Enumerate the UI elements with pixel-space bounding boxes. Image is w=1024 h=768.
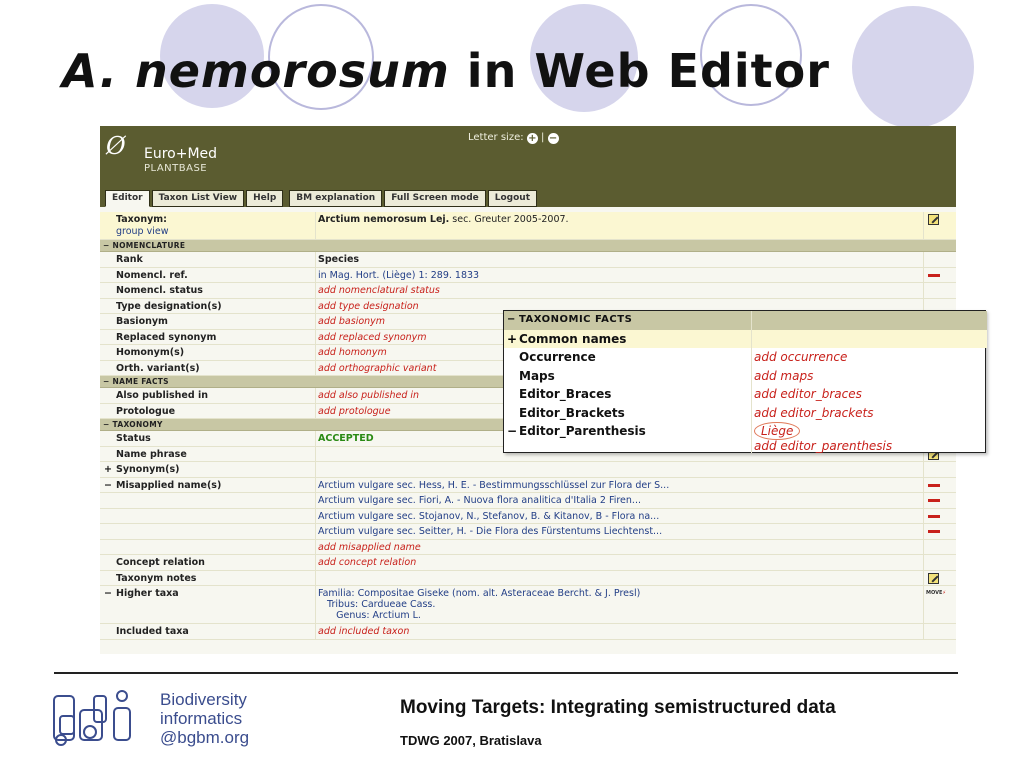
add-link[interactable]: add nomenclatural status [315, 283, 920, 298]
add-link[interactable]: add type designation [315, 299, 920, 314]
nomenclature-row [100, 252, 956, 268]
popup-add-link[interactable]: add occurrence [754, 350, 848, 364]
popup-field-label: Occurrence [519, 350, 596, 364]
action-cell [923, 540, 956, 555]
tab-bm-explanation[interactable]: BM explanation [289, 190, 382, 207]
field-label: Replaced synonym [116, 331, 217, 343]
popup-section-header[interactable] [504, 311, 987, 330]
taxonym-label: Taxonym: [116, 214, 167, 225]
action-cell [923, 524, 956, 539]
popup-row [504, 348, 987, 367]
liege-value-highlight[interactable]: Liège [754, 422, 800, 440]
footer-title: Moving Targets: Integrating semistructured data [400, 697, 836, 718]
popup-row [504, 439, 987, 453]
bdi-line: @bgbm.org [160, 728, 250, 747]
expand-toggle-icon[interactable]: + [507, 331, 518, 346]
field-label: Status [116, 433, 151, 444]
nomenclature-row [100, 283, 956, 299]
misapplied-row [100, 524, 956, 540]
rank-value: Species [318, 254, 360, 265]
action-cell [923, 586, 956, 623]
footer-subtitle: TDWG 2007, Bratislava [400, 733, 542, 748]
popup-row [504, 367, 987, 386]
taxonym-sec: sec. Greuter 2005-2007. [449, 214, 569, 225]
action-cell [923, 252, 956, 267]
letter-size-control [468, 132, 559, 144]
tab-logout[interactable]: Logout [488, 190, 537, 207]
plantbase-leaf-icon: Ø [106, 132, 126, 160]
letter-size-separator: | [540, 132, 545, 143]
action-cell [923, 571, 956, 586]
popup-add-link[interactable]: add editor_braces [754, 387, 862, 401]
field-label: Protologue [116, 405, 176, 417]
popup-row [504, 385, 987, 404]
add-link[interactable]: add orthographic variant [315, 361, 920, 376]
letter-size-decrease-icon[interactable]: − [548, 133, 558, 144]
action-cell [923, 509, 956, 524]
popup-common-names-row[interactable] [504, 330, 987, 349]
included-taxa-row [100, 624, 956, 640]
field-value [315, 252, 920, 267]
remove-icon[interactable] [928, 515, 940, 518]
popup-field-label: Editor_Parenthesis [519, 424, 646, 438]
field-label: Nomencl. status [116, 285, 203, 296]
edit-icon[interactable] [928, 573, 939, 584]
taxonomic-facts-popup [503, 310, 986, 453]
action-cell [923, 478, 956, 493]
slide-title-rest: in Web Editor [449, 44, 830, 98]
misapplied-link[interactable]: Arctium vulgare sec. Hess, H. E. - Bestimmungsschlüssel zur Flora der S... [315, 478, 920, 493]
field-label: Rank [116, 254, 143, 265]
nomenclature-row [100, 268, 956, 284]
tab-editor[interactable]: Editor [105, 190, 150, 207]
popup-add-link[interactable]: add editor_brackets [754, 405, 874, 420]
field-label: Included taxa [116, 626, 189, 637]
field-label: Homonym(s) [116, 347, 185, 358]
field-label: Name phrase [116, 448, 187, 460]
tab-help[interactable]: Help [246, 190, 283, 207]
move-label: MOVE [926, 590, 943, 596]
section-title: NOMENCLATURE [112, 241, 186, 250]
popup-field-label: Editor_Brackets [519, 405, 625, 420]
move-icon[interactable]: MOVE⚡ [926, 590, 946, 596]
popup-field-label: Editor_Braces [519, 387, 612, 401]
add-link[interactable]: add basionym [315, 314, 920, 329]
add-link[interactable]: add replaced synonym [315, 330, 920, 345]
remove-icon[interactable] [928, 274, 940, 277]
expand-toggle-icon[interactable]: + [104, 464, 112, 475]
popup-field-label: Maps [519, 368, 555, 383]
bdi-line: informatics [160, 709, 243, 728]
decor-circle [852, 6, 974, 128]
misapplied-row [100, 478, 956, 494]
collapse-toggle-icon[interactable]: − [104, 588, 112, 599]
remove-icon[interactable] [928, 530, 940, 533]
bdi-wordmark [160, 690, 249, 747]
main-tabs [105, 190, 539, 207]
section-title: NAME FACTS [112, 377, 169, 386]
popup-row [504, 404, 987, 423]
misapplied-row [100, 493, 956, 509]
collapse-toggle-icon[interactable]: − [507, 424, 518, 438]
action-cell [923, 555, 956, 570]
taxonym-value [315, 212, 920, 239]
field-value [315, 571, 920, 586]
field-value [315, 462, 920, 477]
bdi-logo [52, 690, 156, 746]
collapse-toggle-icon[interactable]: − [103, 241, 110, 250]
misapplied-row [100, 540, 956, 556]
misapplied-link[interactable]: Arctium vulgare sec. Stojanov, N., Stefanov, B. & Kitanov, B - Flora na... [315, 509, 920, 524]
action-cell [923, 462, 956, 477]
field-label: Taxonym notes [116, 572, 197, 584]
nomencl-ref-link[interactable]: in Mag. Hort. (Liège) 1: 289. 1833 [315, 268, 920, 283]
add-link[interactable]: add also published in [315, 388, 920, 403]
field-label: Basionym [116, 316, 168, 327]
section-title: TAXONOMY [112, 420, 163, 429]
taxonym-name: Arctium nemorosum Lej. [318, 214, 450, 225]
slide-title [62, 44, 830, 98]
higher-taxa-row [100, 586, 956, 624]
footer-divider [54, 672, 958, 674]
synonyms-row[interactable] [100, 462, 956, 478]
group-view-link[interactable]: group view [116, 226, 169, 237]
status-value: ACCEPTED [315, 431, 920, 446]
letter-size-increase-icon[interactable]: + [528, 133, 537, 144]
collapse-toggle-icon[interactable]: − [103, 420, 110, 429]
edit-icon[interactable] [928, 214, 939, 225]
popup-parenthesis-row [504, 422, 987, 441]
misapplied-link[interactable]: Arctium vulgare sec. Seitter, H. - Die Flora des Fürstentums Liechtenst... [315, 524, 920, 539]
taxonym-notes-row [100, 571, 956, 587]
add-link[interactable]: add misapplied name [315, 540, 920, 555]
collapse-toggle-icon[interactable]: − [507, 314, 516, 325]
field-label: Misapplied name(s) [116, 479, 222, 491]
popup-add-link[interactable]: add editor_parenthesis [754, 439, 893, 453]
field-label: Synonym(s) [116, 464, 180, 475]
app-logo-sub: PLANTBASE [144, 163, 208, 174]
collapse-toggle-icon[interactable]: − [104, 479, 112, 491]
misapplied-row [100, 509, 956, 525]
slide-title-taxon: A. nemorosum [62, 44, 450, 98]
app-header [100, 126, 956, 207]
concept-relation-row [100, 555, 956, 571]
action-cell [923, 624, 956, 639]
field-label: Type designation(s) [116, 300, 222, 312]
add-link[interactable]: add included taxon [315, 624, 920, 639]
field-label: Orth. variant(s) [116, 362, 200, 374]
misapplied-link[interactable]: Arctium vulgare sec. Fiori, A. - Nuova flora analitica d'Italia 2 Firen... [315, 493, 920, 508]
action-cell [923, 493, 956, 508]
higher-taxa-value: Familia: Compositae Giseke (nom. alt. Asteraceae Bercht. & J. Presl) Tribus: Cardueae Cass. Genus: Arctium L. [315, 586, 920, 623]
app-logo-name: Euro+Med [144, 146, 218, 162]
field-label: Higher taxa [116, 588, 179, 599]
popup-add-link[interactable]: add maps [754, 368, 814, 383]
field-label: Concept relation [116, 557, 205, 568]
popup-section-title: TAXONOMIC FACTS [519, 314, 633, 325]
remove-icon[interactable] [928, 484, 940, 487]
section-nomenclature[interactable] [100, 240, 956, 252]
add-link[interactable]: add concept relation [315, 555, 920, 570]
field-label: Also published in [116, 390, 208, 401]
remove-icon[interactable] [928, 499, 940, 502]
add-link[interactable]: add homonym [315, 345, 920, 360]
letter-size-label: Letter size: [468, 132, 524, 143]
add-link[interactable]: add protologue [315, 404, 920, 419]
taxonym-action-cell [923, 212, 956, 239]
bdi-line: Biodiversity [160, 690, 247, 709]
action-cell [923, 283, 956, 298]
tab-full-screen-mode[interactable]: Full Screen mode [384, 190, 486, 207]
action-cell [923, 268, 956, 283]
popup-field-label: Common names [519, 331, 627, 346]
field-label: Nomencl. ref. [116, 269, 188, 281]
tab-taxon-list-view[interactable]: Taxon List View [152, 190, 245, 207]
taxonym-row [100, 212, 956, 240]
collapse-toggle-icon[interactable]: − [103, 377, 110, 386]
